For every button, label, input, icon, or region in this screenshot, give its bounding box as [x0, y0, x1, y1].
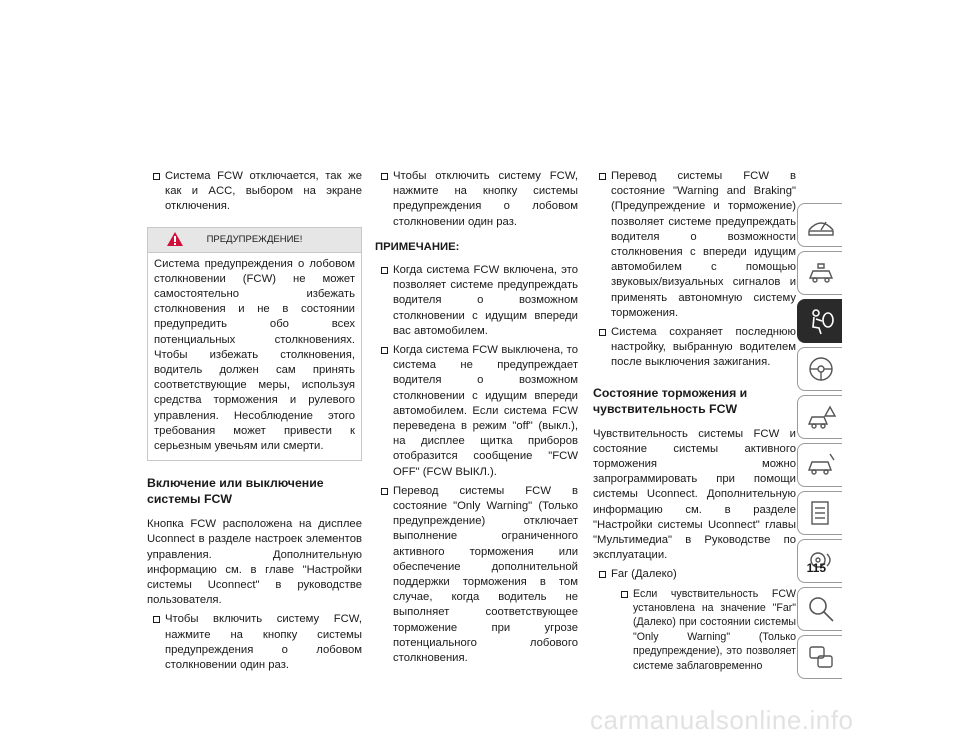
car-dashboard-icon — [806, 210, 836, 240]
languages-icon — [806, 642, 836, 672]
tab-driving[interactable] — [797, 347, 842, 391]
tab-safety[interactable] — [797, 299, 842, 343]
maintenance-list-icon — [806, 498, 836, 528]
subbullet-far-description: Если чувствительность FCW установлена на значение "Far" (Далеко) при состоянии системы "Only Warning" (Только предупреждение), это позволяет системе заблаговременно — [607, 587, 796, 673]
watermark: carmanualsonline.info — [590, 705, 854, 735]
column-right — [593, 169, 796, 677]
tab-service[interactable] — [797, 443, 842, 487]
tab-dashboard[interactable] — [797, 203, 842, 247]
car-service-icon — [806, 450, 836, 480]
tab-emergency[interactable] — [797, 395, 842, 439]
steering-wheel-icon — [806, 354, 836, 384]
car-info-icon — [806, 258, 836, 288]
car-hazard-icon — [806, 402, 836, 432]
paragraph-sensitivity: Чувствительность системы FCW и состояние системы активного торможения можно запрограммировать при помощи системы Uconnect. Дополнительную информацию см. в разделе "Настройки системы Uconnect" главы "Мультимедиа" в Руководстве по эксплуатации. — [593, 427, 796, 562]
section-heading-fcw-toggle: Включение или выключение системы FCW — [147, 476, 324, 507]
search-index-icon — [806, 594, 836, 624]
warning-text: Система предупреждения о лобовом столкновении (FCW) не может самостоятельно избежать столкновения и не в состоянии предупредить обо всех потенциальных столкновениях. Чтобы избежать столкновения, водитель должен сам принять соответствующие меры, используя средства торможения и рулевого управления. Несоблюдение этого требования может привести к серьезным увечьям или смерти. — [154, 257, 355, 453]
chapter-tabs — [797, 203, 842, 683]
page-number: 115 — [806, 561, 826, 575]
bullet-far: Far (Далеко) — [593, 567, 796, 582]
bullet-fcw-disable: Чтобы отключить систему FCW, нажмите на кнопку системы предупреждения о лобовом столкновении один раз. — [375, 169, 578, 230]
column-middle — [375, 169, 578, 670]
note-title: ПРИМЕЧАНИЕ: — [375, 240, 460, 253]
bullet-warning-and-braking: Перевод системы FCW в состояние "Warning and Braking" (Предупреждение и торможение) позволяет системе предупреждать водителя о возможности столкновения с впереди идущим автомобилем с помощью звуковых/визуальных сигналов и применять автономную систему торможения. — [593, 169, 796, 321]
warning-header — [148, 228, 361, 253]
airbag-safety-icon — [806, 306, 836, 336]
warning-triangle-icon — [166, 231, 184, 247]
column-left — [147, 169, 362, 677]
bullet-only-warning: Перевод системы FCW в состояние "Only Warning" (Только предупреждение) отключает выполнение ограниченного активного торможения или обеспечение дополнительной поддержки торможения в том случае, когда водитель не выполняет соответствующее торможение при угрозе потенциального лобового столкновения. — [375, 484, 578, 666]
bullet-fcw-on: Когда система FCW включена, это позволяет системе предупреждать водителя о возможном столкновении с идущим впереди вас автомобилем. — [375, 263, 578, 339]
bullet-setting-saved: Система сохраняет последнюю настройку, выбранную водителем после выключения зажигания. — [593, 325, 796, 371]
tab-vehicle-info[interactable] — [797, 251, 842, 295]
warning-title: ПРЕДУПРЕЖДЕНИЕ! — [206, 233, 303, 245]
bullet-fcw-disable-acc: Система FCW отключается, так же как и ACC, выбором на экране отключения. — [147, 169, 362, 215]
tab-maintenance[interactable] — [797, 491, 842, 535]
tab-index[interactable] — [797, 587, 842, 631]
paragraph-fcw-button: Кнопка FCW расположена на дисплее Uconnect в разделе настроек элементов управления. Дополнительную информацию см. в главе "Настройки системы Uconnect" в руководстве пользователя. — [147, 518, 362, 607]
bullet-fcw-enable: Чтобы включить систему FCW, нажмите на кнопку системы предупреждения о лобовом столкновении один раз. — [147, 612, 362, 673]
bullet-fcw-off: Когда система FCW выключена, то система не предупреждает водителя о возможном столкновении с идущим впереди автомобилем. Если система FCW переведена в режим "off" (выкл.), на дисплее щитка приборов отобразится сообщение "FCW OFF" (FCW ВЫКЛ.). — [375, 343, 578, 480]
tab-languages[interactable] — [797, 635, 842, 679]
section-heading-braking-sensitivity: Состояние торможения и чувствительность FCW — [593, 385, 748, 416]
warning-box — [147, 227, 362, 462]
